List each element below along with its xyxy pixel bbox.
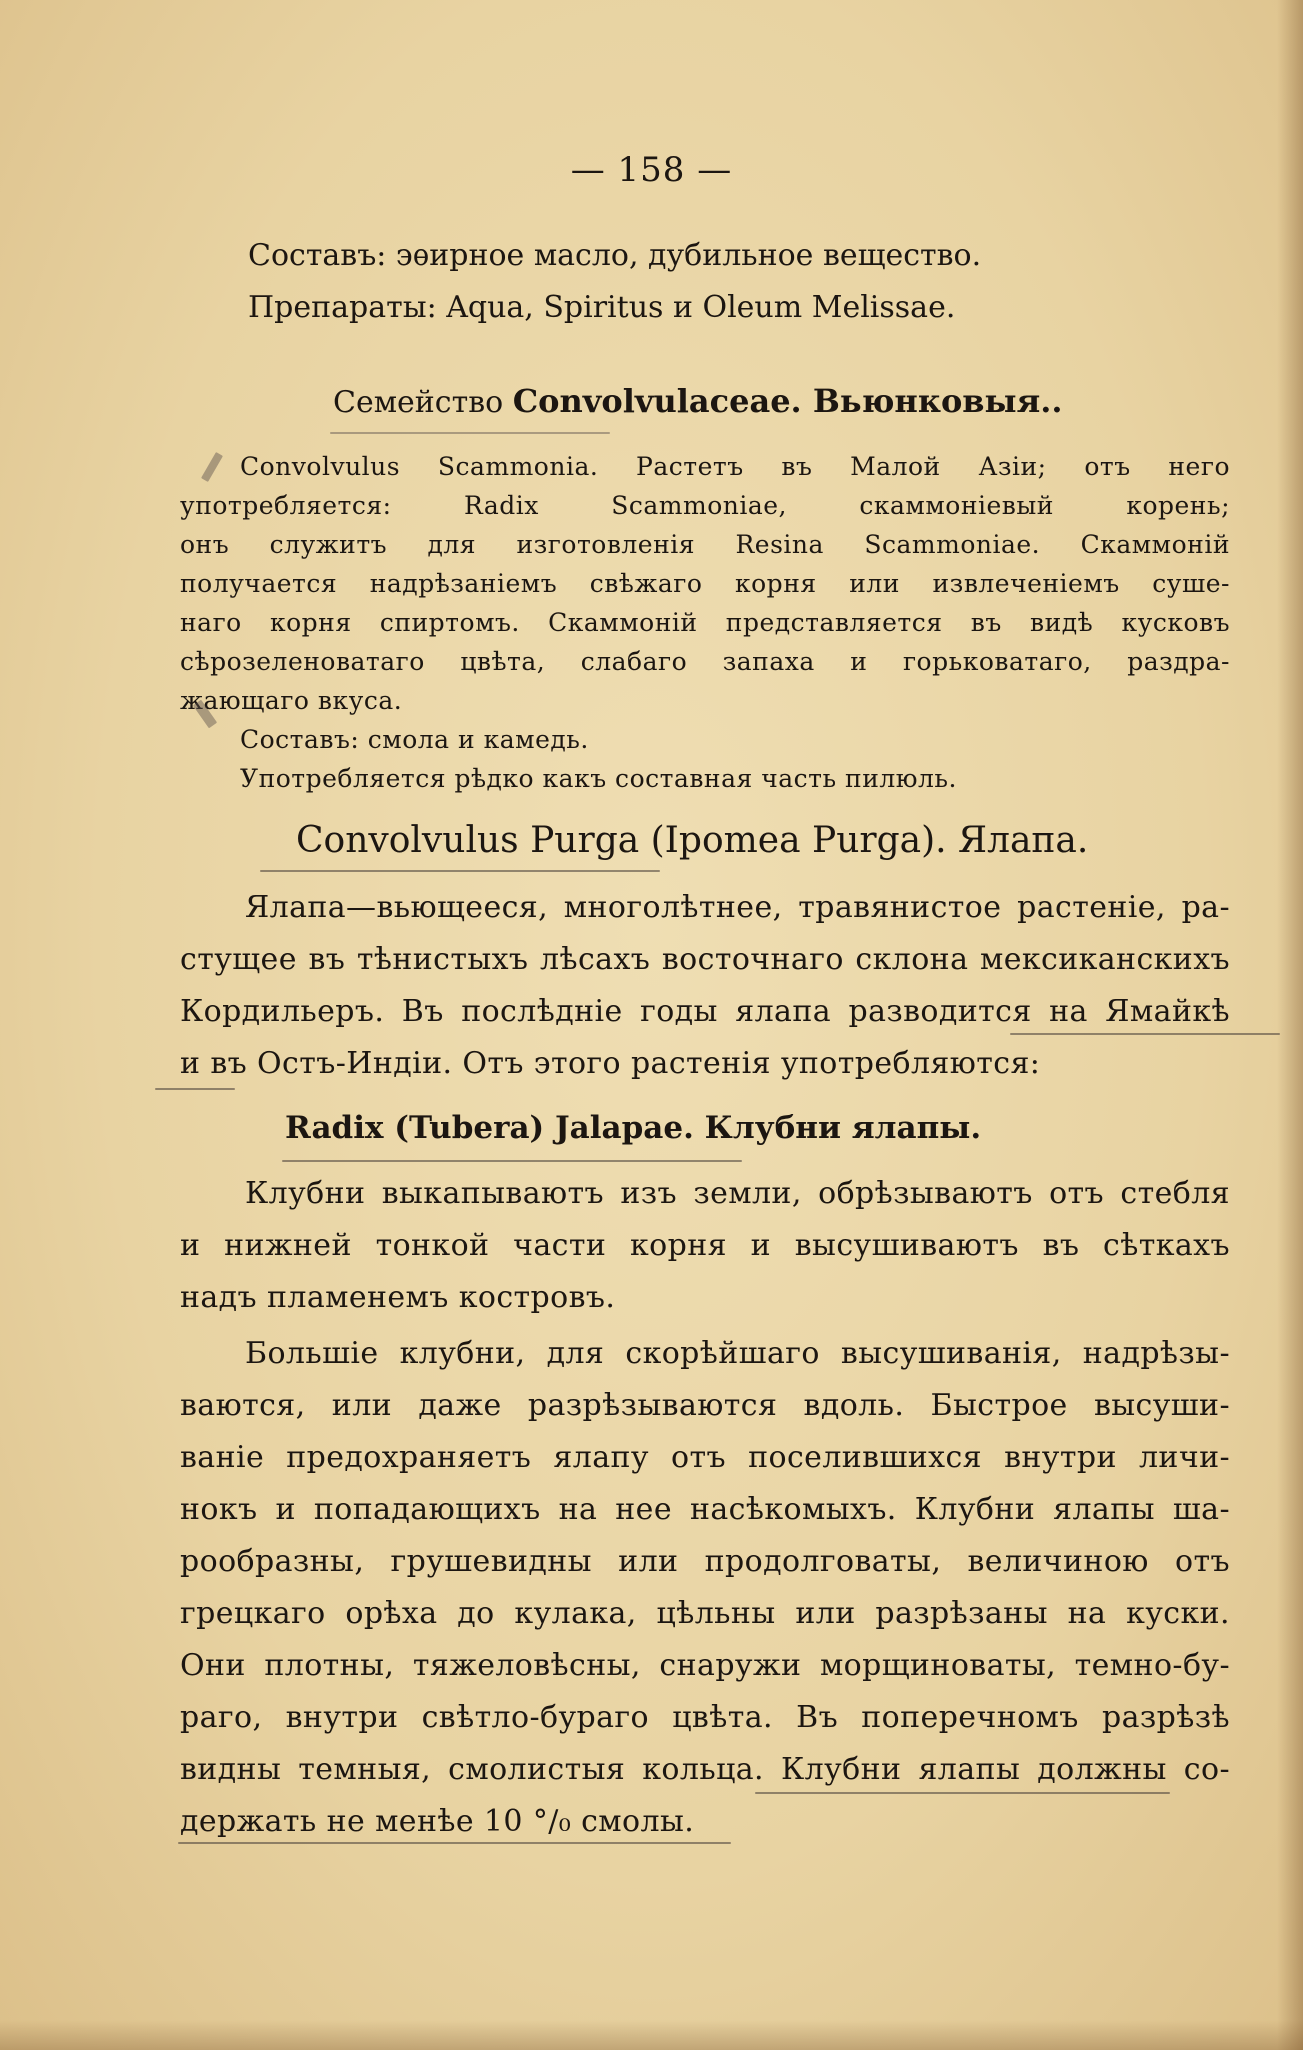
tubera-para-line: Большіе клубни, для скорѣйшаго высушиванія, надрѣзы- (245, 1336, 1230, 1371)
page-edge-shadow-right (1277, 0, 1303, 2050)
melissa-preparations: Препараты: Aqua, Spiritus и Oleum Melissae. (248, 290, 956, 325)
tubera-heading: Radix (Tubera) Jalapae. Клубни ялапы. (285, 1110, 982, 1146)
family-prefix: Семейство (333, 385, 513, 420)
jalap-intro-line: и въ Остъ-Индіи. Отъ этого растенія употребляются: (180, 1046, 1041, 1081)
pencil-underline (755, 1792, 1170, 1794)
tubera-para-line: ваются, или даже разрѣзываются вдоль. Быстрое высуши- (180, 1388, 1230, 1423)
jalap-heading: Convolvulus Purga (Ipomea Purga). Ялапа. (296, 820, 1089, 861)
scammonia-line: сѣрозеленоватаго цвѣта, слабаго запаха и горьковатаго, раздра- (180, 647, 1230, 676)
scammonia-composition: Составъ: смола и камедь. (240, 725, 589, 754)
tubera-para-line: Клубни выкапываютъ изъ земли, обрѣзываютъ отъ стебля (245, 1176, 1230, 1211)
tubera-para-line: держать не менѣе 10 °/₀ смолы. (180, 1804, 695, 1839)
scammonia-line: Convolvulus Scammonia. Растетъ въ Малой Азіи; отъ него (240, 452, 1230, 481)
jalap-intro-line: стущее въ тѣнистыхъ лѣсахъ восточнаго склона мексиканскихъ (180, 942, 1230, 977)
tubera-para-line: раго, внутри свѣтло-бураго цвѣта. Въ поперечномъ разрѣзѣ (180, 1700, 1230, 1735)
pencil-underline (330, 432, 610, 434)
family-heading (333, 382, 1063, 420)
family-latin: Convolvulaceae. (512, 382, 802, 420)
jalap-intro-line: Кордильеръ. Въ послѣдніе годы ялапа разводится на Ямайкѣ (180, 994, 1230, 1029)
page-number: — 158 — (570, 150, 733, 190)
family-russian: Вьюнковыя.. (801, 382, 1063, 420)
scammonia-line: онъ служитъ для изготовленія Resina Scammoniae. Скаммоній (180, 530, 1230, 559)
pencil-underline (282, 1160, 742, 1162)
scammonia-usage: Употребляется рѣдко какъ составная часть пилюль. (240, 764, 957, 793)
tubera-para-line: надъ пламенемъ костровъ. (180, 1280, 616, 1315)
tubera-para-line: видны темныя, смолистыя кольца. Клубни ялапы должны со- (180, 1752, 1230, 1787)
jalap-intro-line: Ялапа—вьющееся, многолѣтнее, травянистое растеніе, ра- (245, 890, 1230, 925)
tubera-para-line: Они плотны, тяжеловѣсны, снаружи морщиноваты, темно-бу- (180, 1648, 1230, 1683)
tubera-para-line: рообразны, грушевидны или продолговаты, величиною отъ (180, 1544, 1230, 1579)
page-edge-shadow-bottom (0, 2020, 1303, 2050)
scammonia-line: получается надрѣзаніемъ свѣжаго корня или извлеченіемъ суше- (180, 569, 1230, 598)
tubera-para-line: ваніе предохраняетъ ялапу отъ поселившихся внутри личи- (180, 1440, 1230, 1475)
pencil-underline (260, 870, 660, 872)
scammonia-line: употребляется: Radix Scammoniae, скаммоніевый корень; (180, 491, 1230, 520)
pencil-mark (155, 1088, 235, 1090)
tubera-para-line: грецкаго орѣха до кулака, цѣльны или разрѣзаны на куски. (180, 1596, 1230, 1631)
tubera-para-line: нокъ и попадающихъ на нее насѣкомыхъ. Клубни ялапы ша- (180, 1492, 1230, 1527)
scammonia-line: жающаго вкуса. (180, 686, 403, 715)
scammonia-line: наго корня спиртомъ. Скаммоній представляется въ видѣ кусковъ (180, 608, 1230, 637)
tubera-para-line: и нижней тонкой части корня и высушиваютъ въ сѣткахъ (180, 1228, 1230, 1263)
pencil-underline (1010, 1033, 1280, 1035)
melissa-composition: Составъ: эѳирное масло, дубильное вещество. (248, 238, 982, 273)
pencil-underline (178, 1842, 731, 1844)
